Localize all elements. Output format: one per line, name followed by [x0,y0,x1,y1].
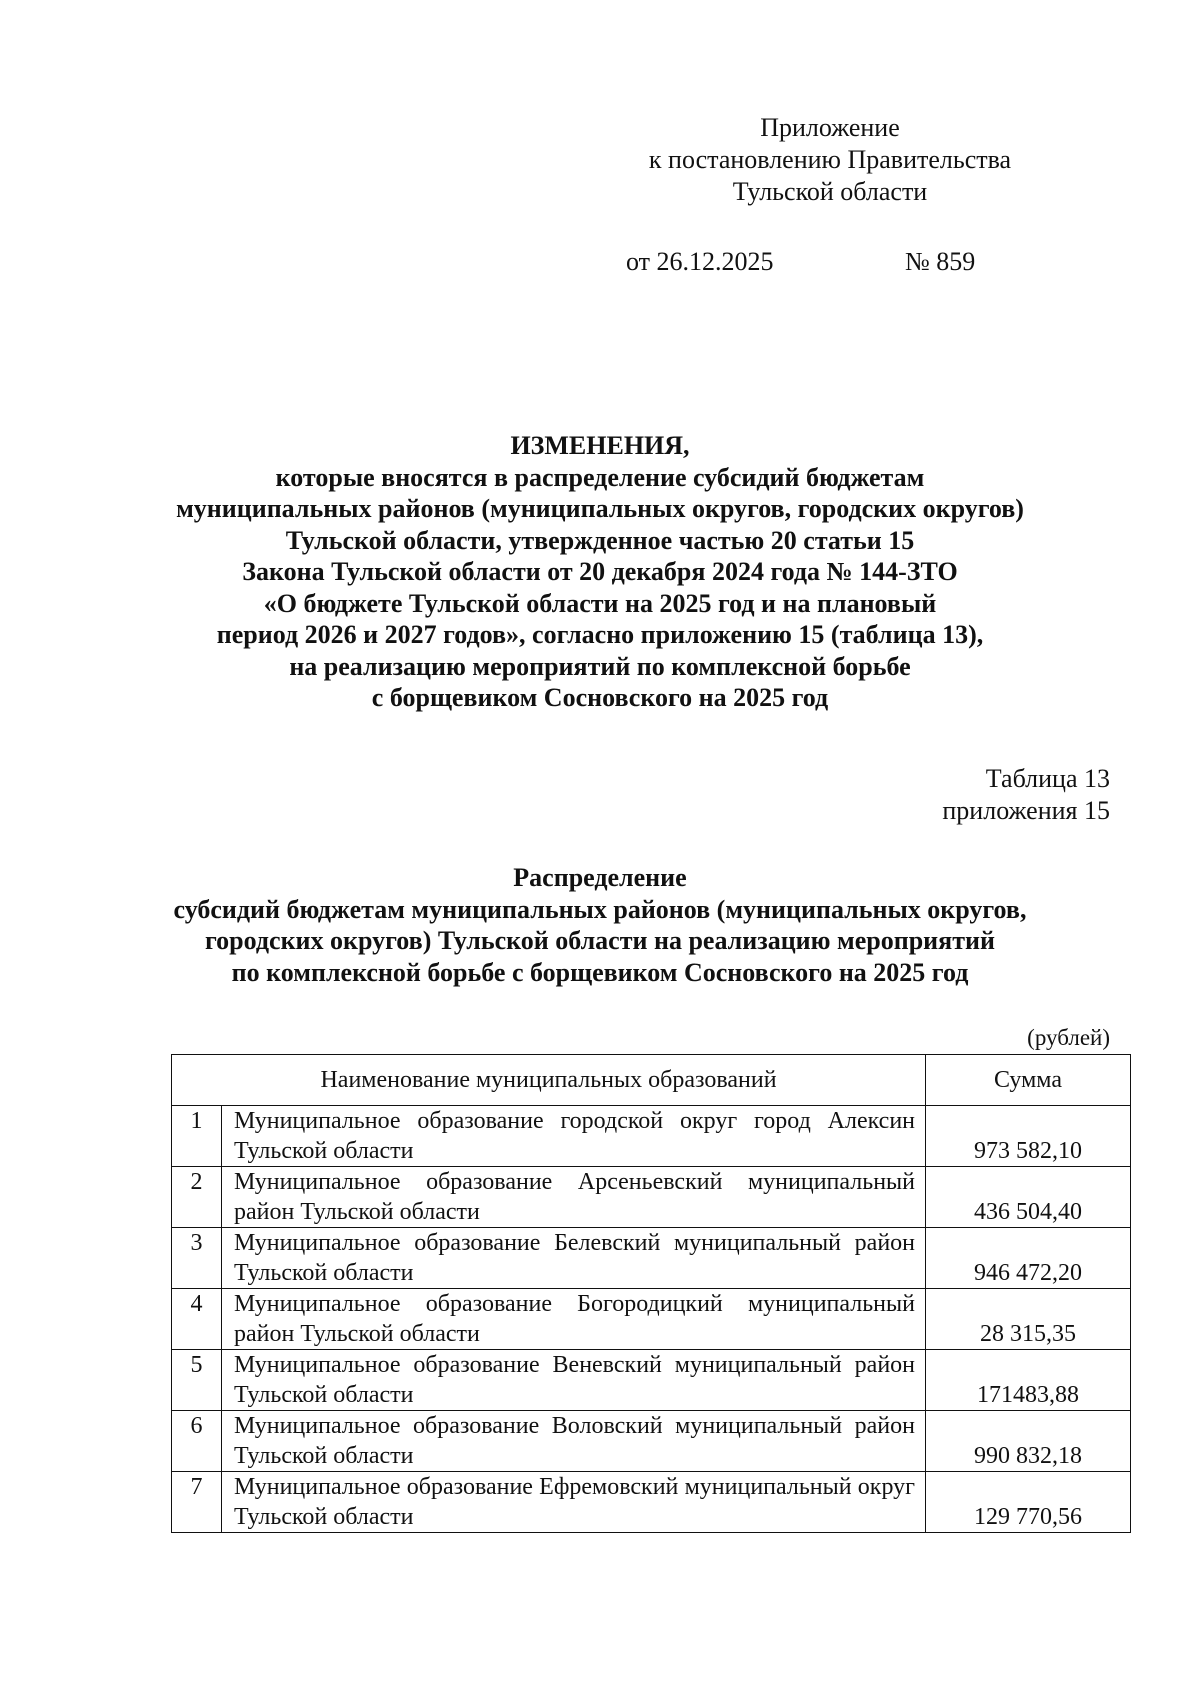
title-line: «О бюджете Тульской области на 2025 год и на плановый [263,588,937,618]
municipality-name: Муниципальное образование Белевский муниципальный район Тульской области [222,1228,926,1289]
subsidy-amount: 946 472,20 [926,1228,1131,1289]
table-row [172,1472,1131,1533]
row-number: 7 [172,1472,222,1533]
table-row [172,1350,1131,1411]
distribution-title-line: по комплексной борьбе с борщевиком Сосновского на 2025 год [231,957,969,987]
document-title [120,430,1080,714]
distribution-title [120,862,1080,988]
title-line: ИЗМЕНЕНИЯ, [510,431,690,460]
municipality-name: Муниципальное образование Воловский муниципальный район Тульской области [222,1411,926,1472]
municipality-name: Муниципальное образование Ефремовский муниципальный округ Тульской области [222,1472,926,1533]
subsidy-amount: 973 582,10 [926,1106,1131,1167]
municipality-name: Муниципальное образование Веневский муниципальный район Тульской области [222,1350,926,1411]
title-line: муниципальных районов (муниципальных округов, городских округов) [176,494,1024,523]
table-header-row [172,1055,1131,1106]
header-name-cell: Наименование муниципальных образований [172,1055,926,1106]
distribution-title-line: субсидий бюджетам муниципальных районов (муниципальных округов, [173,894,1027,924]
row-number: 1 [172,1106,222,1167]
title-line: период 2026 и 2027 годов», согласно приложению 15 (таблица 13), [216,620,984,649]
table-row [172,1289,1131,1350]
header-sum-cell: Сумма [926,1055,1131,1106]
table-reference-line: Таблица 13 [985,764,1110,793]
table-row [172,1167,1131,1228]
distribution-title-line: Распределение [513,863,687,892]
title-line: с борщевиком Сосновского на 2025 год [371,683,829,712]
resolution-number: № 859 [905,247,976,276]
subsidy-amount: 129 770,56 [926,1472,1131,1533]
row-number: 5 [172,1350,222,1411]
municipality-name: Муниципальное образование городской округ город Алексин Тульской области [222,1106,926,1167]
row-number: 2 [172,1167,222,1228]
table-row [172,1106,1131,1167]
table-reference [880,763,1110,827]
subsidy-amount: 28 315,35 [926,1289,1131,1350]
subsidy-amount: 171483,88 [926,1350,1131,1411]
table-reference-line: приложения 15 [942,796,1110,825]
row-number: 6 [172,1411,222,1472]
title-line: на реализацию мероприятий по комплексной борьбе [289,651,911,681]
subsidies-table [171,1054,1131,1533]
appendix-block [620,112,1040,208]
title-line: Закона Тульской области от 20 декабря 2024 года № 144-ЗТО [242,557,958,586]
table-row [172,1228,1131,1289]
title-line: Тульской области, утвержденное частью 20 статьи 15 [285,525,915,555]
subsidy-amount: 436 504,40 [926,1167,1131,1228]
distribution-title-line: городских округов) Тульской области на реализацию мероприятий [205,926,995,955]
resolution-date: от 26.12.2025 [626,247,774,276]
currency-unit: (рублей) [1027,1025,1110,1050]
subsidy-amount: 990 832,18 [926,1411,1131,1472]
appendix-line: Тульской области [732,177,928,206]
title-line: которые вносятся в распределение субсидий бюджетам [275,462,925,492]
appendix-line: Приложение [760,113,900,142]
municipality-name: Муниципальное образование Арсеньевский муниципальный район Тульской области [222,1167,926,1228]
appendix-line: к постановлению Правительства [648,145,1012,174]
row-number: 4 [172,1289,222,1350]
table-row [172,1411,1131,1472]
row-number: 3 [172,1228,222,1289]
municipality-name: Муниципальное образование Богородицкий муниципальный район Тульской области [222,1289,926,1350]
